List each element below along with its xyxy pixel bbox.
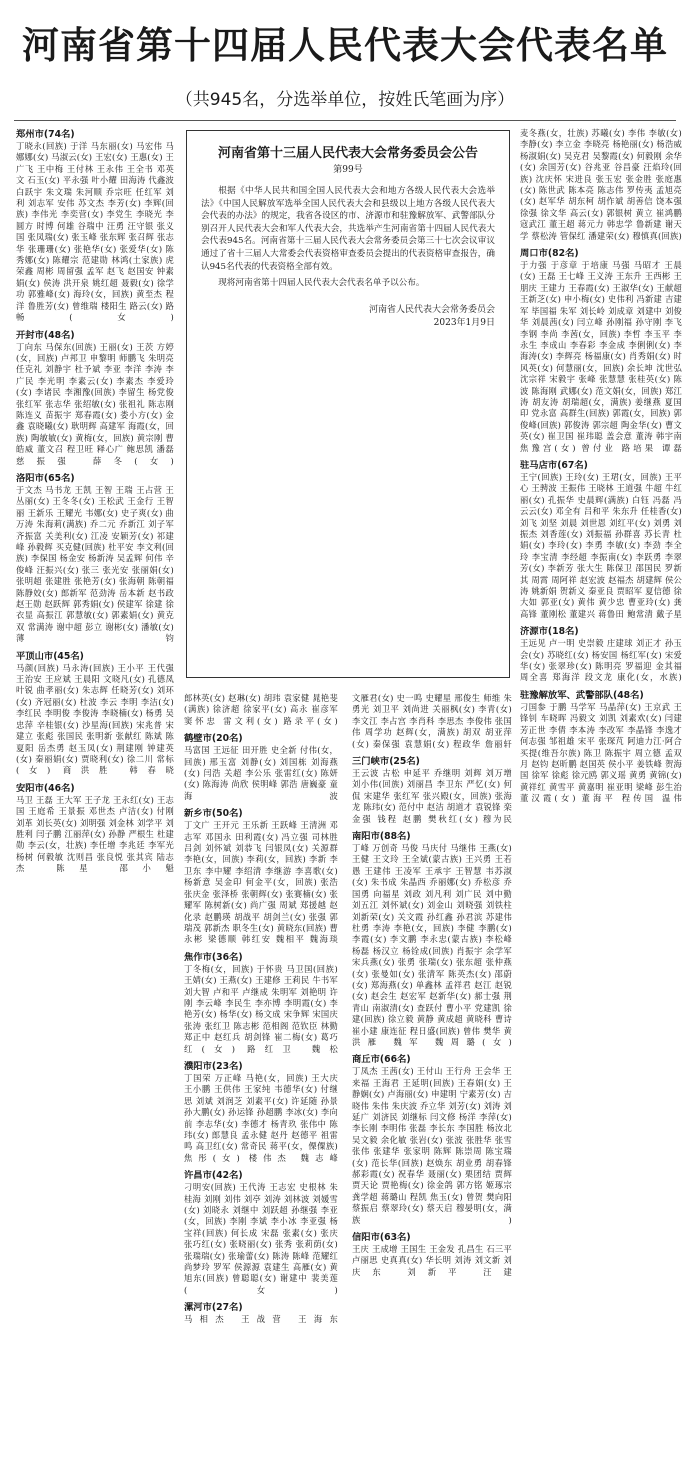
section-title: 鹤壁市(20名) (184, 733, 243, 745)
section-title: 信阳市(63名) (352, 1232, 411, 1244)
announcement-box (186, 130, 510, 678)
name-list: 刁国参 于鹏 马学军 马晶萍(女) 王京武 王锋钊 车晓晖 冯毅文 刘凯 刘素欢(女) 闫建 芳正世 李倩 李本涛 李改军 李晶锋 李逸才 何志强 邹祖雄 宋平 张琛芃 阿迪力江·阿合买提(维吾尔族) 陈卫 陈振宇 周立德 孟双月 赵钧 赵昕鹏 赵国英 侯小平 姜铁峰 贺海国 徐军 徐彪 徐元鸥 郭义瑶 黄勇 黄锦(女) 黄祥红 黄雪平 黄嘉明 崔亚明 梁峰 彭生治 董汉霞(女) 董海平 程传国 温伟 (520, 701, 682, 804)
name-list: 王远见 卢一明 史崇毅 庄建球 刘正才 孙玉会(女) 苏晓红(女) 杨安国 杨红军(女) 宋爱华(女) 张翠珍(女) 陈明亮 罗福迎 金其福 周全喜 郑海洋 段文龙 康化(女，水族) (520, 638, 682, 683)
column-2 (184, 693, 338, 1453)
section-col2-3 (184, 951, 338, 1055)
section-title: 驻马店市(67名) (520, 459, 588, 471)
name-list: 刁明安(回族) 王代涛 王志宏 史根林 朱桂海 刘刚 刘伟 刘亭 刘涛 刘林波 刘媛雪(女) 刘晓永 刘继中 刘跃超 孙继强 李亚(女，回族) 李刚 李斌 李小冰 李亚强 杨宝祥(回族) 何长成 宋磊 张素(女) 张庆 张巧红(女) 张晓丽(女) 张秀 张莉荫(女) 张瑞瑞(女) 张瑜蕾(女) 陈涛 陈峰 范耀红 尚梦玲 罗军 侯源源 袁建生 高雁(女) 黄旭东(回族) 曾聪聪(女) 谢建中 裴美莲(女) (184, 1182, 338, 1295)
name-list: 马卫 王磊 王大军 王子龙 王永红(女) 王志国 王庭希 王景振 邓世杰 卢洁(女) 付刚 刘革 刘长英(女) 刘明强 刘金林 刘学平 刘胜利 闫子鹏 江丽萍(女) 孙静 严根生 杜建勋 李云(女，壮族) 李任增 李兆廷 李军光 杨树 何毅敏 沈则昌 张良悦 张其宾 陆志杰 陈星 邵小魁 (16, 794, 174, 874)
section-title: 平顶山市(45名) (16, 650, 84, 662)
name-list: 丁国荣 万正峰 马艳(女，回族) 王大庆 王小鹏 王供伟 王家纯 韦德华(女) 付继思 刘斌 刘润芝 刘素平(女) 许延随 孙景 孙大鹏(女) 孙运锋 孙超鹏 李冰(女) 李向前 李志华(女) 李德才 杨青玖 张伟中 陈玮(女) 郎慧良 孟永健 赵丹 赵德平 祖雷鸣 高卫红(女) 常奇民 蒋平(女，傈僳族) 焦彤(女) 楼伟杰 魏志峰 (184, 1072, 338, 1163)
column-3 (352, 693, 512, 1453)
section-title: 漯河市(27名) (184, 1302, 243, 1314)
column-4 (520, 128, 682, 1453)
name-list: 丁向东 马保东(回族) 王丽(女) 王茨 方婷(女，回族) 卢邦卫 申黎明 师鹏飞 朱明亮 任克礼 刘静宇 杜予斌 李亚 李洋 李涛 李广民 李光明 李素云(女) 李素杰 李爱玲(女) 李诸民 李湘豫(回族) 李留生 杨党俊 张红军 张志华 张绍敏(女) 张祖礼 陈志刚 陈连义 苗振宇 郑春霞(女) 娄小方(女) 金鑫 袁晓曦(女) 耿明辉 高建军 海霞(女，回族) 陶敏敏(女) 黄梅(女，回族) 黄宗刚 曹皓威 董文召 程卫旺 释心广 鲍思凯 潘磊 慈振强 薛冬(女) (16, 341, 174, 466)
section-col2-4 (184, 1060, 338, 1164)
section-col2-5 (184, 1169, 338, 1296)
section-title: 郑州市(74名) (16, 129, 75, 140)
section-col3-3 (352, 1053, 512, 1226)
column-1 (16, 128, 174, 1453)
section-col4-0 (520, 128, 682, 242)
section-col2-6 (184, 1301, 338, 1325)
name-list: 麦冬燕(女，壮族) 苏曦(女) 李伟 李敏(女) 李静(女) 李立金 李晓亮 杨艳丽(女) 杨浩威 杨淑娟(女) 吴克君 吴黎霞(女) 何毅刚 余华(女) 余国芳(女) 谷兆亚 谷昌豪 汪焰玲(回族) 沈庆怀 宋进良 张玉宏 张金胜 张庭惠(女) 陈世武 陈本亮 陈志伟 罗传夷 孟旭亮(女) 赵军华 胡东柯 胡作斌 胡善信 饶本强 徐强 徐文华 高云(女) 郭银树 黄立 崔鸿鹏 寇武江 董王超 蒋元力 韩忠学 鲁新建 谢天学 蔡松涛 管保红 潘建荣(女) 穆慎真(回族) (520, 128, 682, 241)
section-col3-4 (352, 1231, 512, 1278)
section-col4-3 (520, 625, 682, 684)
section-col2-0 (184, 693, 338, 727)
section-col1-3 (16, 650, 174, 777)
section-col1-4 (16, 782, 174, 875)
section-col3-1 (352, 755, 512, 825)
section-title: 濮阳市(23名) (184, 1060, 243, 1072)
name-list: 马颜(回族) 马永涛(回族) 王小平 王代强 王治安 王应斌 王晨阳 文晓凡(女) 孔德凤 叶锐 曲孝丽(女) 朱志辉 任晓芳(女) 刘环(女) 齐冠丽(女) 杜波 李云 李明 李洁(女) 李红民 李明俊 李俊涛 李晓楠(女) 杨勇 吴忠萍 辛桂银(女) 沙星海(回族) 宋兆普 宋建立 张彪 张国民 张明新 张献红 陈斌 陈夏阳 岳杰勇 赵玉凤(女) 荆建刚 钟建英(女) 秦丽娟(女) 贾晓利(女) 徐二川 常标(女) 商洪胜 韩春晓 (16, 662, 174, 776)
section-col1-2 (16, 472, 174, 645)
section-title: 商丘市(66名) (352, 1054, 411, 1066)
announcement-number: 第99号 (333, 165, 363, 175)
name-list: 马相杰 王战营 王海东 (184, 1314, 338, 1325)
name-list: 丁冬梅(女，回族) 于怀贵 马卫国(回族) 王婧(女) 王燕(女) 王建修 王莉民 牛书军 刘大智 卢和平 卢继成 朱明军 刘艳明 许刚 李云峰 李民生 李亦博 李明霞(女) 李艳芳(女) 杨华(女) 杨文成 宋争辉 宋国庆 张涛 张红卫 陈志彬 范相阁 范钦臣 林勤 郑正中 赵红兵 胡剑锋 崔二梅(女) 葛巧红(女) 路红卫 魏松 (184, 963, 338, 1054)
section-col4-1 (520, 247, 682, 454)
section-title: 开封市(48名) (16, 329, 75, 341)
section-title: 洛阳市(65名) (16, 472, 75, 484)
section-col3-0 (352, 693, 512, 750)
page-subtitle: （共945名，分选举单位，按姓氏笔画为序） (175, 90, 515, 110)
section-title: 南阳市(88名) (352, 831, 411, 843)
name-list: 丁凤杰 王茜(女) 王付山 王行舟 王会华 王来福 王海君 王延明(回族) 王春娟(女) 王静娴(女) 卢海丽(女) 申建明 宁素芳(女) 吉晓伟 朱伟 朱庆波 乔立华 刘芳(女) 刘涛 刘延广 刘济民 刘继标 闫文修 杨洋 李萍(女) 李长刚 李明伟 张磊 李长东 李国胜 杨汝北 吴文毅 余化敏 张岩(女) 张波 张胜华 张雪 张伟 张建华 张家明 陈辉 陈崇周 陈宝瑞(女) 范长华(回族) 赵焕东 胡业勇 胡春锋 郝彩霞(女) 祝春华 聂丽(女) 栗团结 贾辉 贾天论 贾艳梅(女) 徐金鸽 郭方铭 姬琢宗 龚学超 蒋璐山 程凯 焦玉(女) 曾贺 樊向阳 蔡振启 蔡翠玲(女) 蔡天启 穆晏明(女，满族) (352, 1066, 512, 1225)
section-title: 驻豫解放军、武警部队(48名) (520, 689, 644, 701)
section-title: 济源市(18名) (520, 626, 579, 638)
name-list: 丁文广 王开元 王乐新 王跃峰 王清洲 邓志军 邓国永 田利霞(女) 冯立强 司林胜 吕剑 刘怀斌 刘恭飞 闫银凤(女) 关源群 李艳(女，回族) 李莉(女，回族) 李新 李卫东 李中耀 李绍清 李继游 李喜歌(女) 杨新意 吴金印 何金平(女，回族) 张浩 张庆金 张泽桥 张朝辉(女) 张赛楠(女) 张耀军 陈树新(女) 尚广强 周斌 郑援越 赵化录 赵鹏瑛 胡战平 胡剑兰(女) 张强 郭瑞茂 郭新杰 职冬生(女) 黄晓东(回族) 曹永彬 梁德顺 韩红安 魏相平 魏海琰 (184, 820, 338, 945)
name-list: 丁峰 万创奇 马俊 马庆付 马继伟 王燕(女) 王健 王文玲 王全斌(蒙古族) 王兴勇 王若愚 王建伟 王凌军 王承宇 王智慧 韦苏淑(女) 朱书成 朱晶西 乔丽娜(女) 乔松彦 乔国勇 向福星 刘政 刘凡利 刘广民 刘中勤 刘五江 刘怀斌(女) 刘金山 刘晓强 刘铁柱 刘新荣(女) 关文霞 孙红鑫 孙君滨 苏建伟 杜勇 李涛 李艳(女，回族) 李健 李鹏(女) 李霞(女) 李文鹏 李永忠(蒙古族) 李松峰 杨磊 杨汉立 杨铨成(回族) 肖振宇 余学军 宋兵燕(女) 张勇 张瑞(女) 张东超 张仲燕(女) 张曼如(女) 张清军 陈英杰(女) 邵蔚(女) 郑海燕(女) 单鑫林 孟祥君 赵江 赵锐(女) 赵会生 赵宏军 赵新华(女) 郝士强 荆青山 南淑清(女) 查跃付 曹小平 党建凯 徐建(回族) 徐立毅 黄静 黄成超 黄晓科 曹诗 崔小建 康连征 程日盛(回族) 曾伟 樊华 黄洪雁 魏军 魏周璐(女) (352, 843, 512, 1047)
section-title: 许昌市(42名) (184, 1170, 243, 1182)
section-col1-0 (16, 128, 174, 324)
announcement-signature: 河南省人民代表大会常务委员会 (368, 304, 495, 315)
section-col2-1 (184, 732, 338, 802)
section-title: 周口市(82名) (520, 248, 579, 260)
name-list: 王云波 古松 申延平 乔继明 刘辉 刘万增 刘小伟(回族) 刘丽昌 李卫东 严忆(女) 何侃 宋建华 张红军 张兴殿(女，回族) 张海龙 陈玮(女) 范付中 赵洁 胡道才 袁锐锋 栾金强 钱程 赵鹏 樊秋红(女) 穆为民 (352, 768, 512, 824)
name-list: 郎林英(女) 赵琳(女) 胡玮 袁家健 晁艳斐(满族) 徐济超 徐家平(女) 高永 崔彦军 窦怀忠 雷文利(女) 路录平(女) (184, 693, 338, 726)
section-title: 焦作市(36名) (184, 951, 243, 963)
announcement-title: 河南省第十三届人民代表大会常务委员会公告 (217, 146, 478, 161)
name-list: 马富国 王远征 田开胜 史全新 付伟(女，回族) 邢玉富 刘静(女) 刘国栋 刘海燕(女) 闫浩 关超 李公乐 张雷红(女) 陈妍(女) 陈海涛 尚欣 侯明峰 郭浩 唐巍豪 童海波 (184, 745, 338, 801)
section-title: 新乡市(50名) (184, 808, 243, 820)
announcement-date: 2023年1月9日 (433, 317, 495, 328)
announcement-body: 根据《中华人民共和国全国人民代表大会和地方各级人民代表大会选举法》《中国人民解放军选举全国人民代表大会和县级以上地方各级人民代表大会代表的办法》的规定，我省各设区的市、济源市和驻豫解放军、武警部队分别召开人民代表大会和军人代表大会，共选举产生河南省第十四届人民代表大会代表945名。河南省第十三届人民代表大会常务委员会第三十七次会议审议通过了省十三届人大常委会代表资格审查委员会提出的代表资格审查报告，确认945名代表的代表资格全部有效。 (201, 186, 495, 272)
page-title: 河南省第十四届人民代表大会代表名单 (22, 24, 668, 67)
section-col1-1 (16, 329, 174, 467)
section-title: 三门峡市(25名) (352, 756, 420, 768)
section-col3-2 (352, 830, 512, 1048)
name-list: 王宁(回族) 王玲(女) 王珺(女，回族) 王平心 王骋波 王振伟 王晓林 王道强 牛超 牛红丽(女) 孔振华 史晨辉(满族) 白钰 冯磊 冯云云(女) 邓全有 吕和平 朱东升 任桂香(女) 刘飞 刘坚 刘晨 刘世恩 刘红平(女) 刘勇 刘振杰 刘香莲(女) 刘振福 孙群喜 苏长青 杜娟(女) 李玲(女) 李勇 李敏(女) 李劲 李全玲 李宝清 李经超 李振南(女) 李跃勇 李翠芳(女) 李新芳 张大生 陈保卫 邵国民 罗新其 周霄 周阿祥 赵宏波 赵福杰 胡建辉 侯公涛 姚新娟 贺新义 秦亚良 贾昭军 夏信德 徐大如 郭亚(女) 黄伟 黄少忠 曹亚玲(女) 龚高锋 董刚松 董建兴 蒋鲁田 鲍常清 戴子星 (520, 471, 682, 619)
name-list: 王庆 王成增 王国生 王金发 孔昌生 石三平 卢丽思 史真真(女) 华长明 刘涛 刘文新 刘庆东 刘新平 汪建 (352, 1244, 512, 1277)
section-title: 安阳市(46名) (16, 782, 75, 794)
section-col4-2 (520, 459, 682, 620)
name-list: 文雁君(女) 史一鸣 史耀星 邢俊生 师维 朱勇光 刘卫平 刘尚进 关丽枫(女) 李青(女) 李文江 李占宫 李肖科 李思杰 李俊伟 张国伟 周学功 赵辉(女，满族) 胡双 胡亚萍(女) 秦保强 袁慧娟(女) 程政华 詹丽轩 (352, 693, 512, 749)
section-col4-4 (520, 689, 682, 805)
name-list: 丁晓永(回族) 于洋 马东丽(女) 马宏伟 马娜娜(女) 马淑云(女) 王宏(女) 王惠(女) 王广飞 王中梅 王付林 王永伟 王全书 邓英文 石玉(女) 平永强 叶小耀 田海涛 代鑫波 白跃宇 朱文瑞 朱河顺 乔宗旺 任红军 刘利 刘志军 安伟 苏文杰 李芳(女) 李辉(回族) 李伟光 李奕营(女) 李党生 李晓光 李圆方 时博 何雄 谷瑞中 汪勇 汪守银 张义国 张凤瑞(女) 张玉峰 张东辉 张召辉 张志华 张珊珊(女) 张艳华(女) 张爱华(女) 陈秀娜(女) 陈耀宗 范建勋 林鸿(土家族) 虎荣鑫 周彬 周留强 孟军 赵飞 赵国安 钟素娟(女) 侯涛 洪开泉 姚红超 聂毅(女) 徐学功 郭雅峰(女) 海玲(女，回族) 黄至杰 程洋 鲁胜芳(女) 曾维瑞 楼阳生 路云(女) 路畅(女) (16, 141, 174, 323)
section-col2-2 (184, 807, 338, 945)
name-list: 于文杰 马书龙 王凯 王智 王瑞 王占营 王丛丽(女) 王冬冬(女) 王松武 王金行 王智丽 王新乐 王耀光 韦娜(女) 史子爽(女) 曲万涛 朱海莉(满族) 乔二元 乔新江 刘子军 齐振富 关美利(女) 江凌 安颖芳(女) 祁建峰 孙毅辉 买克健(回族) 杜平安 李文利(回族) 李保国 杨金安 杨新涛 吴孟辉 何伟 辛俊峰 汪振兴(女) 张三 张光安 张丽娟(女) 张明超 张建胜 张艳芳(女) 张海朝 陈朝福 陈静姣(女) 郎新军 范劲涛 岳本新 赵书政 赵王勋 赵跃辉 郭秀娟(女) 侯建军 徐建 徐衣显 高振江 郭慧敏(女) 郭素娟(女) 黄克双 常满涛 谢中超 彭立 谢彬(女) 潘敏(女) 薄钧 (16, 484, 174, 644)
header-divider (14, 120, 676, 121)
name-list: 于力强 于彦章 于培康 马强 马昭才 王晨(女) 王磊 王七峰 王义涛 王东升 王西彬 王朋庆 王建力 王春霞(女) 王淑华(女) 王献超 王新芝(女) 申小梅(女) 史伟利 冯新建 吉建军 毕国福 朱军 刘长岭 刘成章 刘建中 刘俊华 刘晨茜(女) 闫立峰 孙刚福 孙守刚 李飞 李钢 李尚 李茜(女，回族) 李哲 李玉平 李永生 李成山 李春彩 李金成 李俐俐(女) 李海涛(女) 李辉亮 杨福康(女) 肖秀娟(女) 时风英(女) 何慧丽(女，回族) 余长坤 沈世弘 沈宗祥 宋毅宇 张峰 张慧慧 张桂英(女) 陈波 陈海刚 武娜(女) 范文娟(女，回族) 郑江涛 胡友涛 胡瑞超(女，满族) 姜继燕 夏国印 党永富 高群生(回族) 郭霞(女，回族) 郭俊峰(回族) 郭俊涛 郭宗超 陶金华(女) 曹文英(女) 崔卫国 崔玮聪 盖会意 董涛 韩宇南 焦豫宫(女) 曾付业 路培果 谭磊 (520, 260, 682, 453)
announcement-body-2: 现将河南省第十四届人民代表大会代表名单予以公布。 (218, 278, 425, 289)
